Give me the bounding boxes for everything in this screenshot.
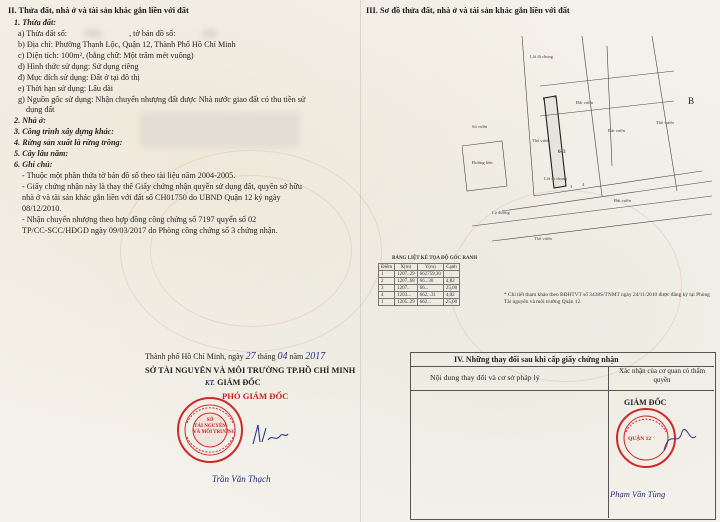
note-line: TP/CC-SCC/HĐGD ngày 09/03/2017 do Phòng công chứng số 3 chứng nhận. [22, 226, 278, 235]
table-row [379, 292, 460, 299]
note-line: - Nhận chuyển nhượng theo hợp đồng công chứng số 7197 quyển số 02 [22, 215, 257, 224]
map-label: Lối đi chung [544, 176, 567, 181]
table-cell: 4 [379, 292, 395, 299]
land-area: c) Diện tích: 100m², (bằng chữ: Một trăm mét vuông) [18, 51, 194, 60]
note-line: nhà ở và tài sản khác gắn liền với đất số CH01750 do UBND Quận 12 ký ngày [22, 193, 281, 202]
director-title: KT. GIÁM ĐỐC [205, 378, 261, 387]
corner-label: 3 [570, 184, 573, 189]
table-cell: 662... [417, 299, 443, 306]
stamp-center-text: SỞ TÀI NGUYÊN VÀ MÔI TRƯỜNG [193, 418, 236, 435]
map-label: Đất vườn [608, 128, 625, 133]
map-label: Đường liên [472, 160, 493, 165]
land-purpose: đ) Mục đích sử dụng: Đất ở tại đô thị [18, 73, 140, 82]
table-cell: 25,00 [443, 299, 459, 306]
table-cell: 1203... [395, 292, 418, 299]
note-line: - Thuộc một phần thửa tờ bản đồ số theo tài liệu năm 2004-2005. [22, 171, 236, 180]
table-cell: 662759,30 [417, 271, 443, 278]
right-signer-name: Phạm Văn Tùng [610, 489, 666, 499]
map-label: Đất vườn [614, 198, 631, 203]
forest-heading: 4. Rừng sản xuất là rừng trồng: [14, 138, 123, 147]
table-row [379, 278, 460, 285]
table-row [379, 271, 460, 278]
section-2-title: II. Thửa đất, nhà ở và tài sản khác gắn liền với đất [8, 6, 189, 15]
corner-label: 4 [582, 182, 585, 187]
map-label: Sổ vườn [472, 124, 488, 129]
map-label: Thổ vườn [656, 120, 674, 125]
map-label: Thổ vườn [532, 138, 550, 143]
section-3-title: III. Sơ đồ thửa đất, nhà ở và tài sản khác gắn liền với đất [366, 6, 570, 15]
land-heading: 1. Thửa đất: [14, 18, 56, 27]
house-heading: 2. Nhà ở: [14, 116, 46, 125]
signing-date: Thành phố Hồ Chí Minh, ngày 27 tháng 04 năm 2017 [145, 351, 326, 362]
section-4-title: IV. Những thay đổi sau khi cấp giấy chứng nhận [454, 355, 619, 364]
table-header: X(m) [395, 264, 418, 271]
deputy-title: PHÓ GIÁM ĐỐC [222, 391, 289, 401]
table-cell: 4,02 [443, 292, 459, 299]
redaction [140, 112, 300, 148]
land-usage-form: d) Hình thức sử dụng: Sử dụng riêng [18, 62, 139, 71]
table-header: Điểm [379, 264, 395, 271]
table-row [379, 285, 460, 292]
redaction [202, 30, 218, 37]
table-cell: 66...30 [417, 278, 443, 285]
map-label: Lộ đường [492, 210, 510, 215]
note-line: - Giấy chứng nhận này là thay thế Giấy chứng nhận quyền sử dụng đất, quyền sở hữu [22, 182, 302, 191]
table-cell: 1207..68 [395, 278, 418, 285]
map-label: Lối đi chung [530, 54, 553, 59]
reference-note: * Chi tiết tham khảo theo BĐHTVT số 3438S/TNMT ngày 24/11/2010 được đăng ký tại Phòng Tài nguyên và môi trường Quận 12. [504, 292, 710, 305]
table-cell [443, 271, 459, 278]
changes-col-content: Nội dung thay đổi và cơ sở pháp lý [430, 373, 540, 382]
table-cell: 4,02 [443, 278, 459, 285]
map-label: Thổ vườn [534, 236, 552, 241]
land-address: b) Địa chỉ: Phường Thạnh Lộc, Quận 12, Thành Phố Hồ Chí Minh [18, 40, 236, 49]
signature-icon [660, 418, 700, 458]
changes-divider [410, 390, 714, 391]
map-label: Đất vườn [576, 100, 593, 105]
table-cell: 66... [417, 285, 443, 292]
land-origin: g) Nguồn gốc sử dụng: Nhận chuyển nhượng đất được Nhà nước giao đất có thu tiền sử [18, 95, 306, 104]
side-letter: B [688, 96, 695, 106]
table-header-row [379, 264, 460, 271]
signer-name: Trần Văn Thạch [212, 474, 271, 484]
changes-col-confirmation: Xác nhận của cơ quan có thẩm quyền [618, 367, 706, 384]
table-row [379, 299, 460, 306]
table-cell: 25,00 [443, 285, 459, 292]
signature-icon [250, 420, 290, 448]
redaction [84, 30, 102, 37]
table-cell: 1205..29 [395, 299, 418, 306]
table-cell: 1207..29 [395, 271, 418, 278]
table-cell: 3 [379, 285, 395, 292]
table-header: Cạnh [443, 264, 459, 271]
table-cell: 662...31 [417, 292, 443, 299]
table-cell: 2 [379, 278, 395, 285]
corner-label: 2 [554, 94, 557, 99]
coord-table-title: BẢNG LIỆT KÊ TỌA ĐỘ GÓC RANH [392, 256, 478, 261]
land-parcel-number: a) Thửa đất số: , tờ bản đồ số: [18, 29, 176, 38]
changes-column-divider [608, 366, 609, 518]
parcel-number-label: 643 [558, 150, 566, 155]
land-origin-cont: dụng đất [26, 105, 55, 114]
right-page [362, 0, 720, 522]
trees-heading: 5. Cây lâu năm: [14, 149, 69, 158]
corner-label: 1 [542, 96, 545, 101]
issuing-org: SỞ TÀI NGUYÊN VÀ MÔI TRƯỜNG TP.HỒ CHÍ MINH [145, 366, 356, 375]
land-duration: e) Thời hạn sử dụng: Lâu dài [18, 84, 114, 93]
construction-heading: 3. Công trình xây dựng khác: [14, 127, 114, 136]
right-director-title: GIÁM ĐỐC [624, 398, 667, 407]
table-cell: 1207.. [395, 285, 418, 292]
note-line: 08/12/2010. [22, 204, 62, 213]
notes-heading: 6. Ghi chú: [14, 160, 53, 169]
district-stamp-text: QUẬN 12 [628, 436, 652, 442]
table-cell: 1 [379, 271, 395, 278]
table-cell: 1 [379, 299, 395, 306]
table-header: Y(m) [417, 264, 443, 271]
coord-table [378, 263, 460, 306]
page-fold [360, 0, 361, 522]
